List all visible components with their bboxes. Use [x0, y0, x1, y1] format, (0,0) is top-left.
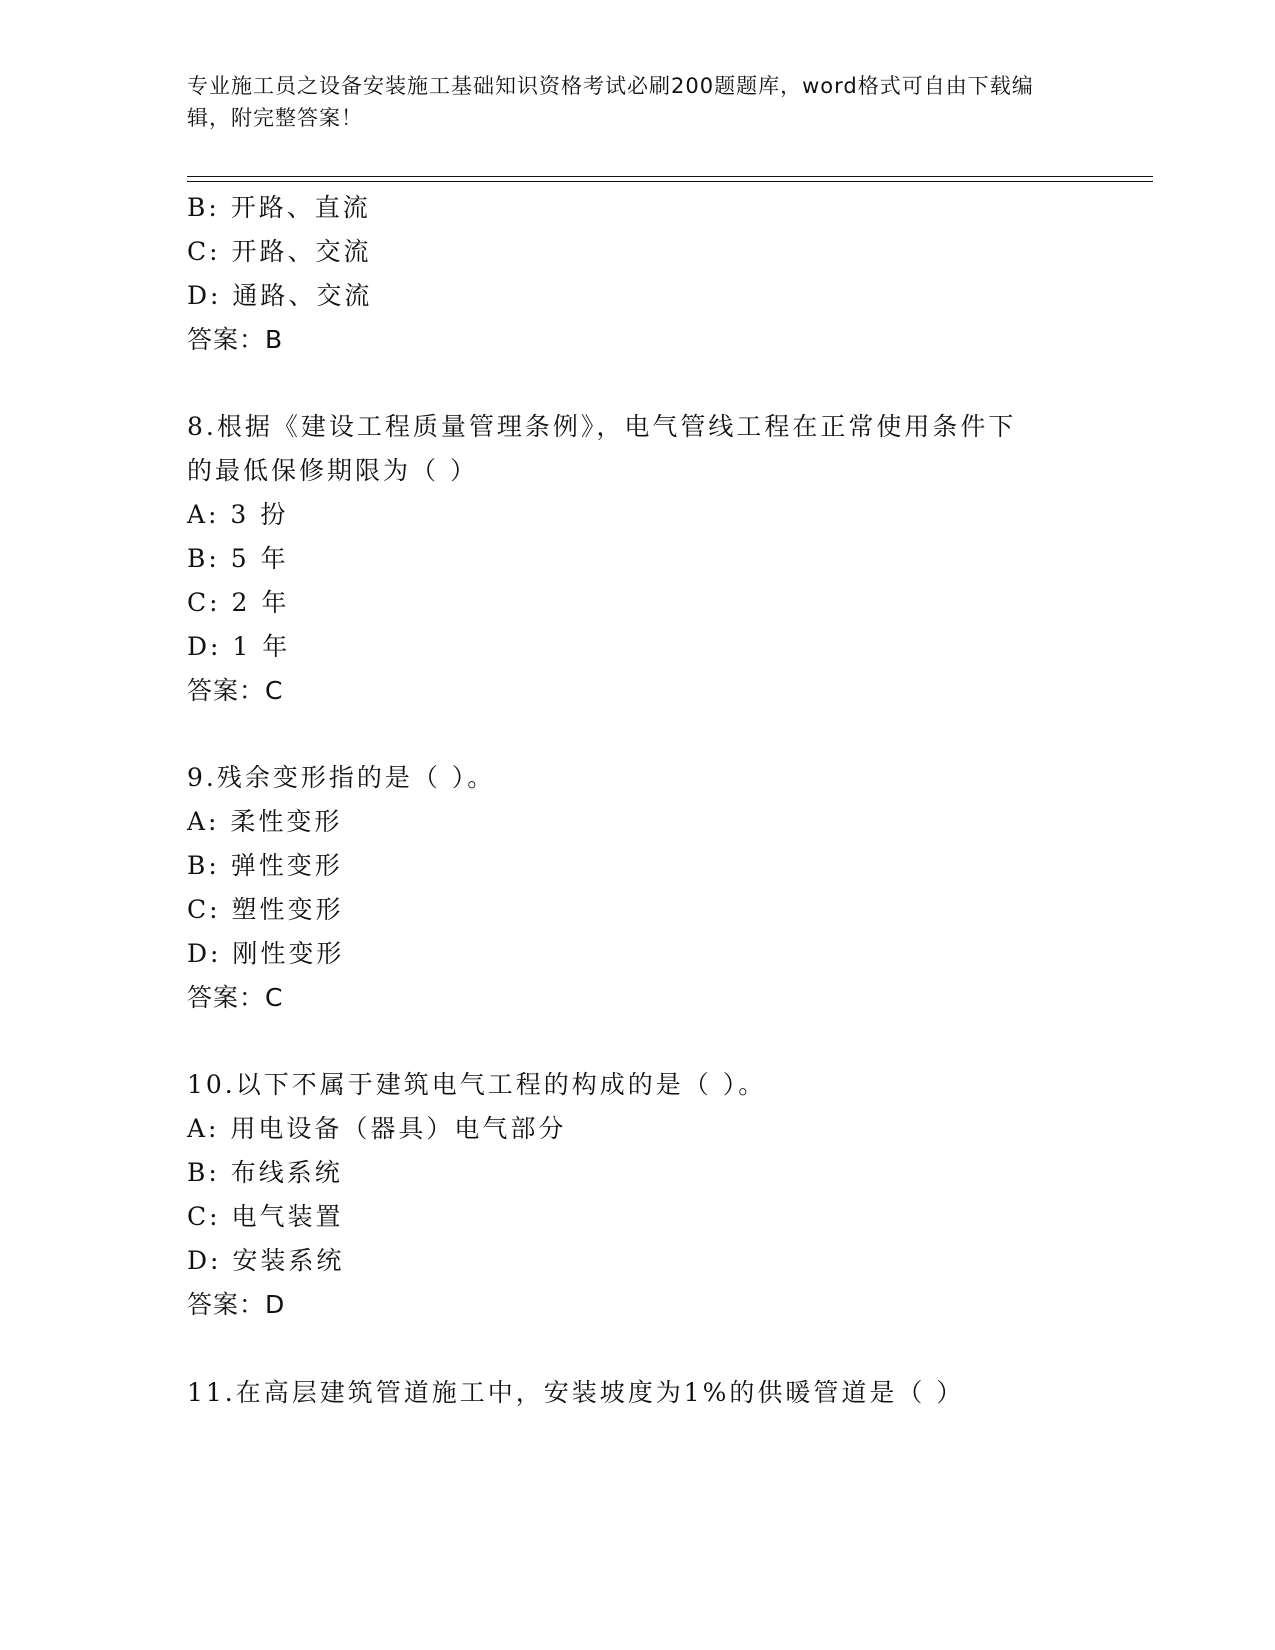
option-line: D: 1 年: [187, 632, 291, 661]
question-stem: 9.残余变形指的是（ ）。: [187, 763, 496, 792]
option-line: C: 开路、交流: [187, 237, 372, 266]
question-stem: 8.根据《建设工程质量管理条例》，电气管线工程在正常使用条件下: [187, 412, 1017, 441]
option-line: B: 开路、直流: [187, 193, 371, 222]
answer-line: 答案：D: [187, 1290, 286, 1319]
option-line: D: 安装系统: [187, 1246, 345, 1275]
header-divider-bottom: [187, 181, 1153, 182]
answer-line: 答案：B: [187, 325, 284, 354]
option-line: B: 布线系统: [187, 1158, 343, 1187]
option-line: A: 用电设备（器具）电气部分: [187, 1114, 567, 1143]
answer-line: 答案：C: [187, 676, 284, 705]
question-stem: 的最低保修期限为（ ）: [187, 456, 478, 485]
option-line: C: 2 年: [187, 588, 290, 617]
option-line: C: 电气装置: [187, 1202, 344, 1231]
option-line: A: 柔性变形: [187, 807, 343, 836]
option-line: C: 塑性变形: [187, 895, 344, 924]
header-divider-top: [187, 176, 1153, 177]
option-line: D: 刚性变形: [187, 939, 345, 968]
option-line: A: 3 扮: [187, 500, 289, 529]
option-line: B: 弹性变形: [187, 851, 343, 880]
question-stem: 11.在高层建筑管道施工中，安装坡度为1%的供暖管道是（ ）: [187, 1378, 965, 1407]
option-line: B: 5 年: [187, 544, 289, 573]
question-stem: 10.以下不属于建筑电气工程的构成的是（ ）。: [187, 1070, 767, 1099]
document-header-title: 专业施工员之设备安装施工基础知识资格考试必刷200题题库，word格式可自由下载编辑，附完整答案！: [187, 74, 1034, 130]
answer-line: 答案：C: [187, 983, 284, 1012]
option-line: D: 通路、交流: [187, 281, 373, 310]
